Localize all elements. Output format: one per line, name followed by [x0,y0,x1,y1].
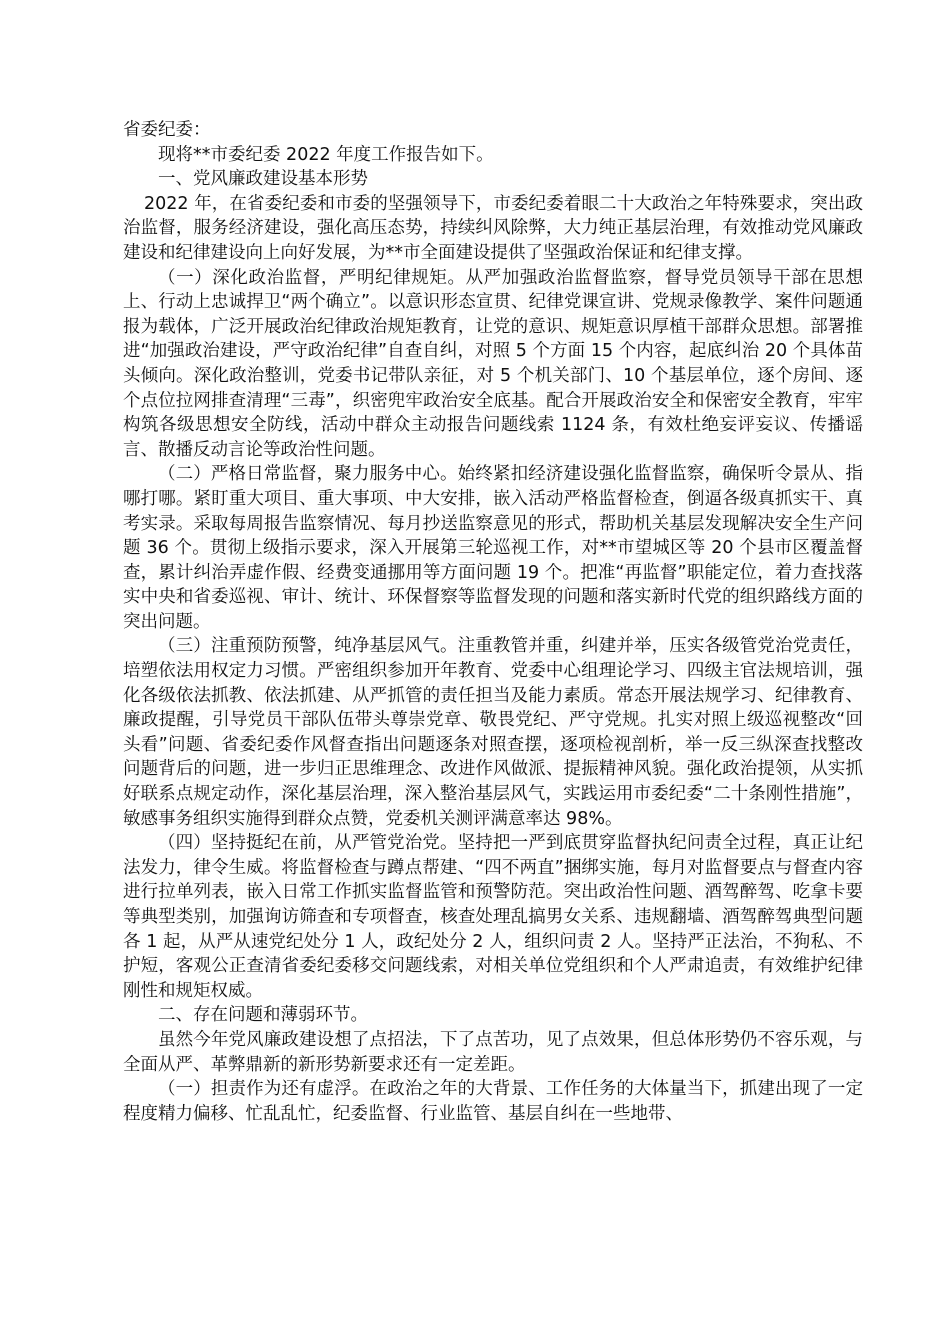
item-paragraph-2: （二）严格日常监督，聚力服务中心。始终紧扣经济建设强化监督监察，确保听令景从、指哪打哪。紧盯重大项目、重大事项、中大安排，嵌入活动严格监督检查，倒逼各级真抓实干、真考实录。采取每周报告监察情况、每月抄送监察意见的形式，帮助机关基层发现解决安全生产问题 36 个。贯彻上级指示要求，深入开展第三轮巡视工作，对**市望城区等 20 个县市区覆盖督查，累计纠治弄虚作假、经费变通挪用等方面问题 19 个。把准“再监督”职能定位，着力查找落实中央和省委巡视、审计、统计、环保督察等监督发现的问题和落实新时代党的组织路线方面的突出问题。 [123,464,863,632]
section-heading-1: 一、党风廉政建设基本形势 [158,169,368,190]
document-body [123,118,863,1126]
item-paragraph-3: （三）注重预防预警，纯净基层风气。注重教管并重，纠建并举，压实各级管党治党责任，培塑依法用权定力习惯。严密组织参加开年教育、党委中心组理论学习、四级主官法规培训，强化各级依法抓教、依法抓建、从严抓管的责任担当及能力素质。常态开展法规学习、纪律教育、廉政提醒，引导党员干部队伍带头尊崇党章、敬畏党纪、严守党规。扎实对照上级巡视整改“回头看”问题、省委纪委作风督查指出问题逐条对照查摆，逐项检视剖析，举一反三纵深查找整改问题背后的问题，进一步归正思维理念、改进作风做派、提振精神风貌。强化政治提领，从实抓好联系点规定动作，深化基层治理，深入整治基层风气，实践运用市委纪委“二十条刚性措施”，敏感事务组织实施得到群众点赞，党委机关测评满意率达 98%。 [123,636,863,829]
section-heading-2: 二、存在问题和薄弱环节。 [158,1005,368,1026]
item-paragraph-5: （一）担责作为还有虚浮。在政治之年的大背景、工作任务的大体量当下，抓建出现了一定程度精力偏移、忙乱乱忙，纪委监督、行业监管、基层自纠在一些地带、 [123,1079,863,1124]
section2-overview-paragraph: 虽然今年党风廉政建设想了点招法，下了点苦功，见了点效果，但总体形势仍不容乐观，与全面从严、革弊鼎新的新形势新要求还有一定差距。 [123,1029,863,1075]
item-paragraph-4: （四）坚持挺纪在前，从严管党治党。坚持把一严到底贯穿监督执纪问责全过程，真正让纪法发力，律令生威。将监督检查与蹲点帮建、“四不两直”捆绑实施，每月对监督要点与督查内容进行拉单列表，嵌入日常工作抓实监督监管和预警防范。突出政治性问题、酒驾醉驾、吃拿卡要等典型类别，加强询访筛查和专项督查，核查处理乱搞男女关系、违规翻墙、酒驾醉驾典型问题各 1 起，从严从速党纪处分 1 人，政纪处分 2 人，组织问责 2 人。坚持严正法治，不狗私、不护短，客观公正查清省委纪委移交问题线索，对相关单位党组织和个人严肃追责，有效维护纪律刚性和规矩权威。 [123,833,863,1001]
item-paragraph-1: （一）深化政治监督，严明纪律规矩。从严加强政治监督监察，督导党员领导干部在思想上、行动上忠诚捍卫“两个确立”。以意识形态宣贯、纪律党课宣讲、党规录像教学、案件问题通报为载体，广泛开展政治纪律政治规矩教育，让党的意识、规矩意识厚植干部群众思想。部署推进“加强政治建设，严守政治纪律”自查自纠，对照 5 个方面 15 个内容，起底纠治 20 个具体苗头倾向。深化政治整训，党委书记带队亲征，对 5 个机关部门、10 个基层单位，逐个房间、逐个点位拉网排查清理“三毒”，织密兜牢政治安全底基。配合开展政治安全和保密安全教育，牢牢构筑各级思想安全防线，活动中群众主动报告问题线索 1124 条，有效杜绝妄评妄议、传播谣言、散播反动言论等政治性问题。 [123,267,863,460]
section1-overview-paragraph: 2022 年，在省委纪委和市委的坚强领导下，市委纪委着眼二十大政治之年特殊要求，突出政治监督，服务经济建设，强化高压态势，持续纠风除弊，大力纯正基层治理，有效推动党风廉政建设和纪律建设向上向好发展，为**市全面建设提供了坚强政治保证和纪律支撑。 [123,193,863,263]
intro-paragraph: 现将**市委纪委 2022 年度工作报告如下。 [158,144,494,165]
salutation: 省委纪委： [123,120,211,140]
